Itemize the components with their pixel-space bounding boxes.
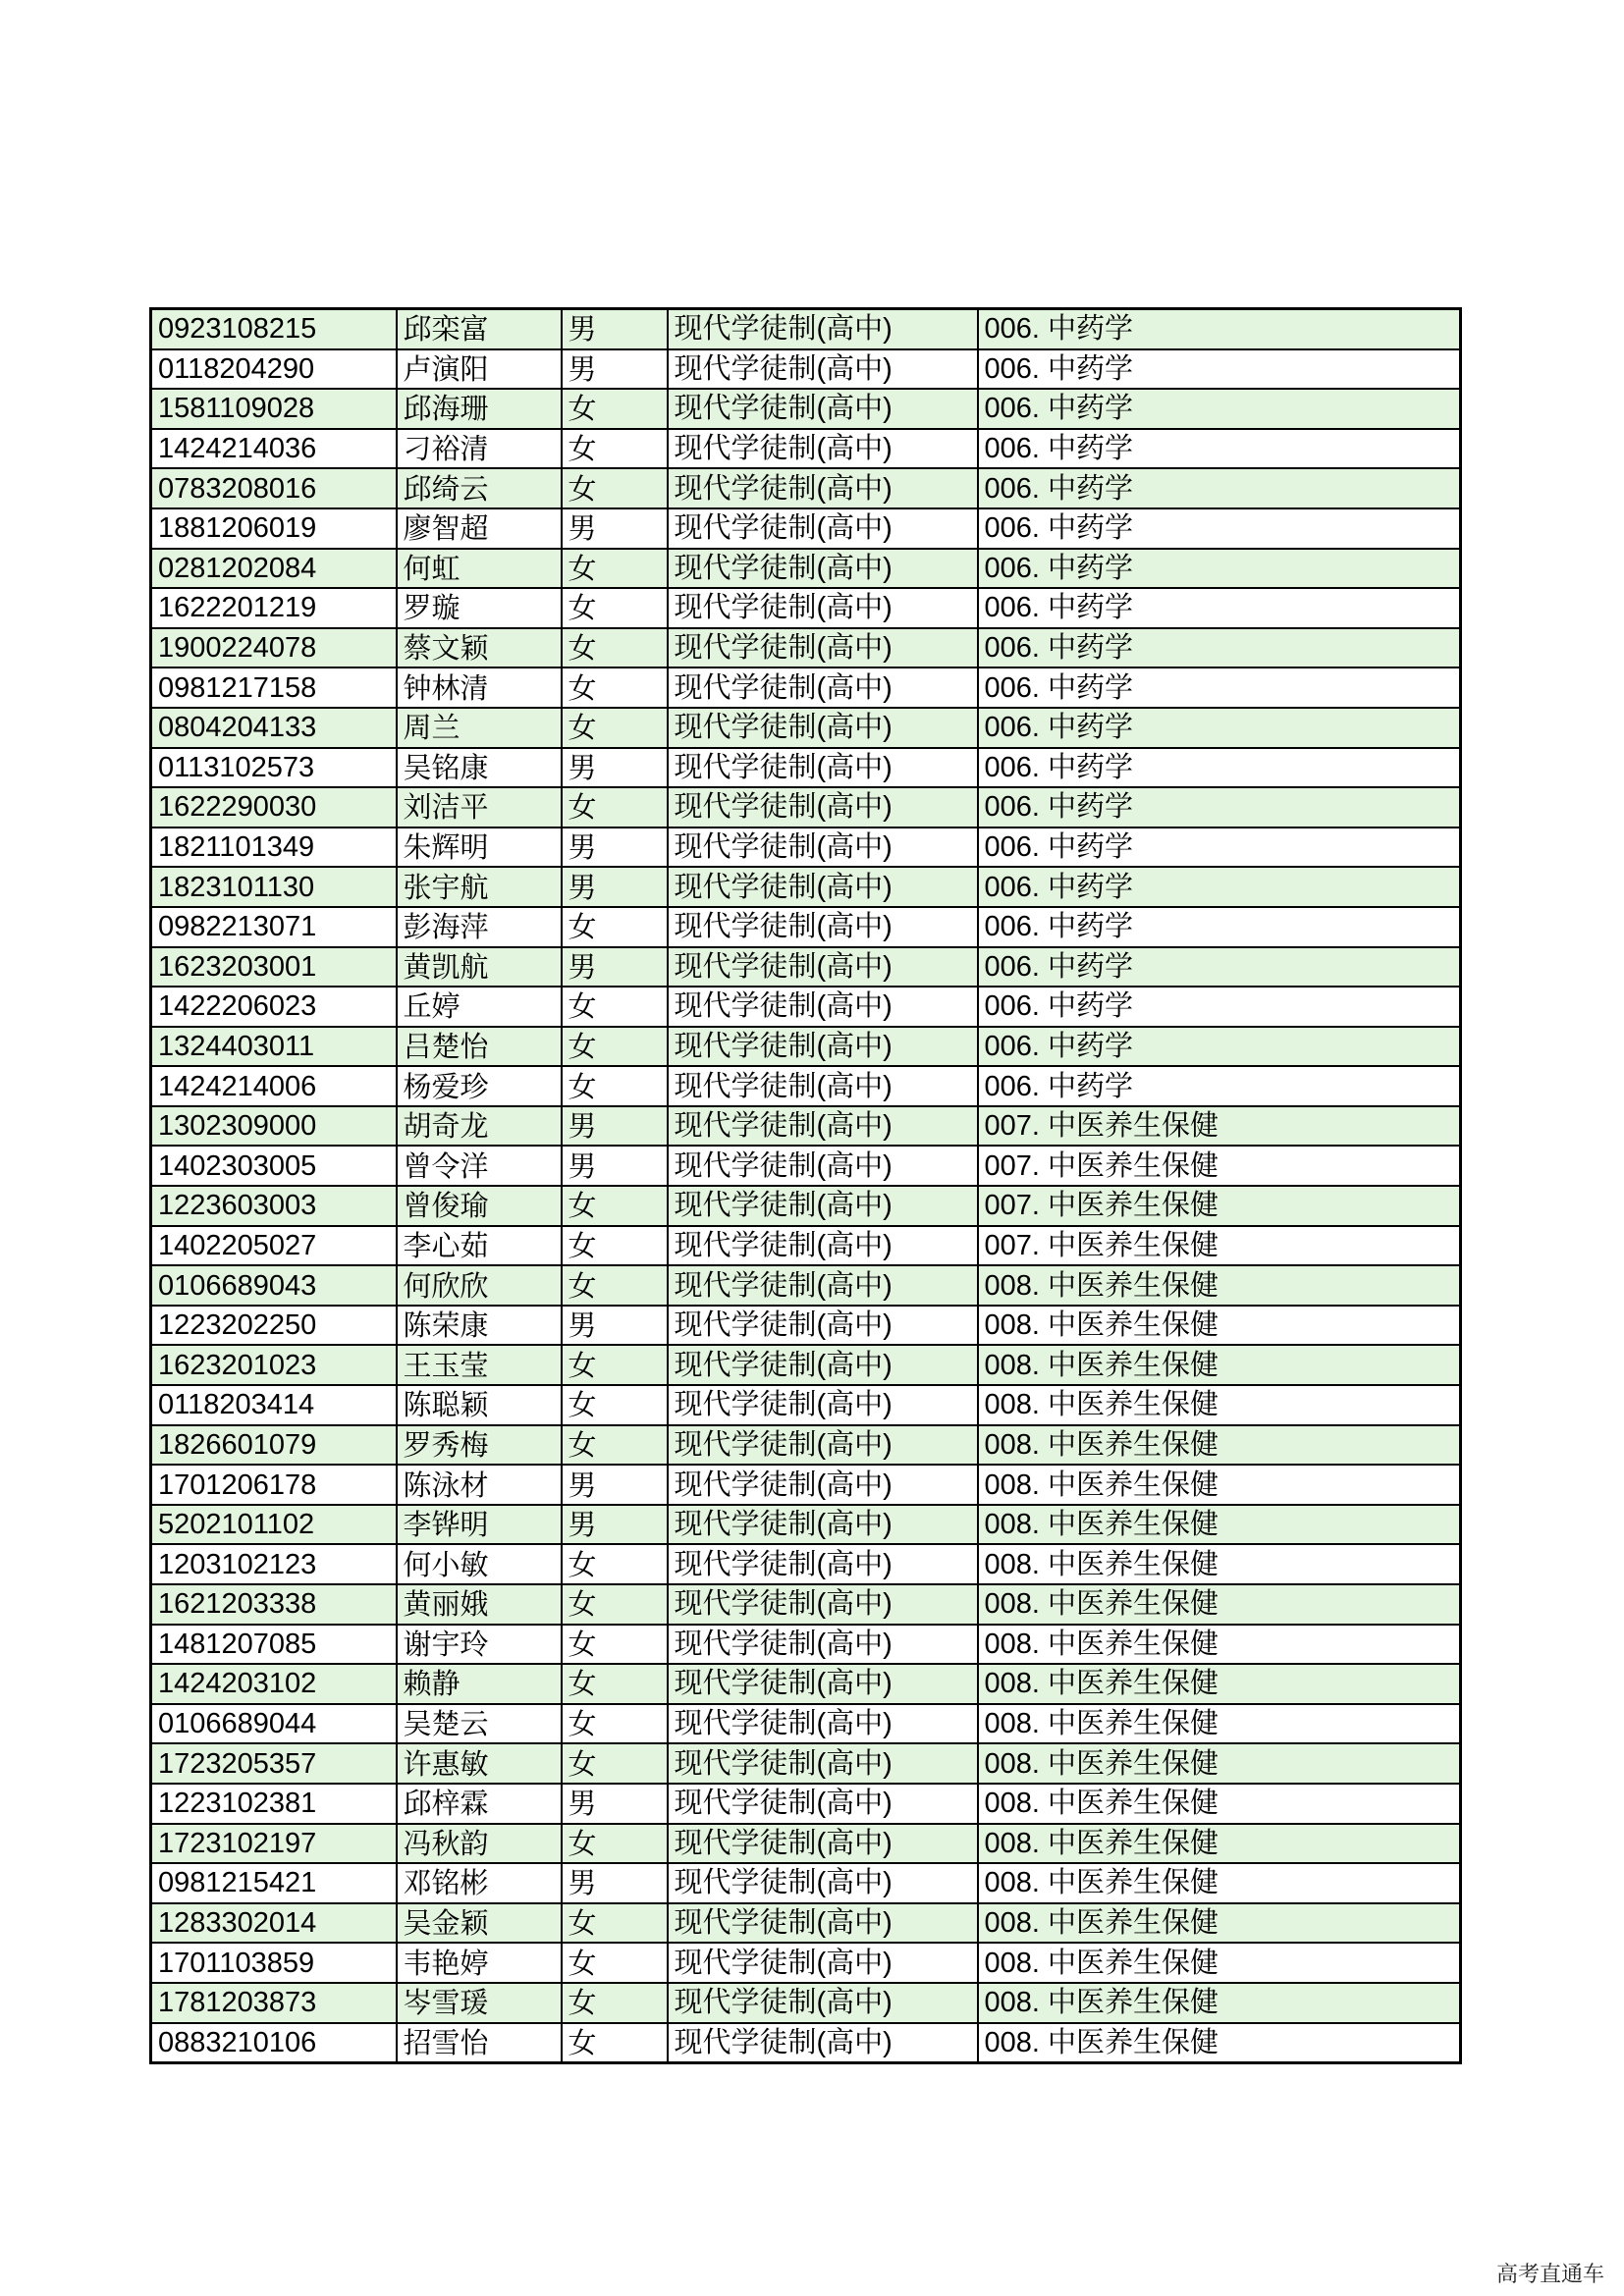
major-cell: 008. 中医养生保健 (978, 1943, 1461, 1983)
program-cell: 现代学徒制(高中) (668, 1186, 978, 1226)
major-cell: 008. 中医养生保健 (978, 1265, 1461, 1306)
student-name-cell: 吕楚怡 (397, 1027, 562, 1067)
student-name-cell: 钟林清 (397, 667, 562, 708)
student-id-cell: 1823101130 (151, 867, 397, 907)
program-cell: 现代学徒制(高中) (668, 1625, 978, 1665)
student-id-cell: 1826601079 (151, 1425, 397, 1466)
major-cell: 008. 中医养生保健 (978, 2023, 1461, 2063)
student-name-cell: 邱栾富 (397, 309, 562, 349)
gender-cell: 女 (562, 907, 668, 947)
student-name-cell: 陈泳材 (397, 1465, 562, 1505)
student-id-cell: 1621203338 (151, 1584, 397, 1625)
program-cell: 现代学徒制(高中) (668, 1784, 978, 1824)
student-id-cell: 1623203001 (151, 947, 397, 988)
student-id-cell: 1324403011 (151, 1027, 397, 1067)
program-cell: 现代学徒制(高中) (668, 1265, 978, 1306)
student-id-cell: 1402303005 (151, 1146, 397, 1186)
table-row (151, 429, 1461, 469)
table-row (151, 1465, 1461, 1505)
major-cell: 008. 中医养生保健 (978, 1544, 1461, 1584)
student-id-cell: 1283302014 (151, 1903, 397, 1944)
table-row (151, 947, 1461, 988)
gender-cell: 女 (562, 667, 668, 708)
major-cell: 007. 中医养生保健 (978, 1106, 1461, 1147)
student-id-cell: 1203102123 (151, 1544, 397, 1584)
student-name-cell: 招雪怡 (397, 2023, 562, 2063)
program-cell: 现代学徒制(高中) (668, 1743, 978, 1784)
major-cell: 008. 中医养生保健 (978, 1306, 1461, 1346)
program-cell: 现代学徒制(高中) (668, 748, 978, 788)
table-row (151, 349, 1461, 390)
table-row (151, 1743, 1461, 1784)
table-row (151, 588, 1461, 628)
program-cell: 现代学徒制(高中) (668, 1983, 978, 2023)
student-id-cell: 1701206178 (151, 1465, 397, 1505)
table-row (151, 628, 1461, 668)
program-cell: 现代学徒制(高中) (668, 628, 978, 668)
student-name-cell: 蔡文颖 (397, 628, 562, 668)
gender-cell: 男 (562, 947, 668, 988)
major-cell: 008. 中医养生保健 (978, 1704, 1461, 1744)
major-cell: 006. 中药学 (978, 907, 1461, 947)
program-cell: 现代学徒制(高中) (668, 987, 978, 1027)
gender-cell: 男 (562, 1106, 668, 1147)
student-name-cell: 周兰 (397, 708, 562, 748)
major-cell: 008. 中医养生保健 (978, 1664, 1461, 1704)
student-id-cell: 1622290030 (151, 787, 397, 828)
table-row (151, 787, 1461, 828)
gender-cell: 女 (562, 1943, 668, 1983)
student-name-cell: 韦艳婷 (397, 1943, 562, 1983)
student-id-cell: 5202101102 (151, 1505, 397, 1545)
student-id-cell: 0783208016 (151, 468, 397, 508)
table-row (151, 1625, 1461, 1665)
table-row (151, 1265, 1461, 1306)
program-cell: 现代学徒制(高中) (668, 1106, 978, 1147)
program-cell: 现代学徒制(高中) (668, 1146, 978, 1186)
student-id-cell: 0981217158 (151, 667, 397, 708)
major-cell: 006. 中药学 (978, 867, 1461, 907)
gender-cell: 男 (562, 1863, 668, 1903)
program-cell: 现代学徒制(高中) (668, 1425, 978, 1466)
student-id-cell: 1424203102 (151, 1664, 397, 1704)
student-name-cell: 刘洁平 (397, 787, 562, 828)
gender-cell: 女 (562, 1226, 668, 1266)
student-name-cell: 刁裕清 (397, 429, 562, 469)
gender-cell: 女 (562, 588, 668, 628)
table-row (151, 1863, 1461, 1903)
student-name-cell: 吴楚云 (397, 1704, 562, 1744)
student-name-cell: 罗璇 (397, 588, 562, 628)
student-name-cell: 黄丽娥 (397, 1584, 562, 1625)
gender-cell: 女 (562, 389, 668, 429)
student-id-cell: 1581109028 (151, 389, 397, 429)
major-cell: 006. 中药学 (978, 748, 1461, 788)
student-id-cell: 1900224078 (151, 628, 397, 668)
roster-body (151, 309, 1461, 2063)
gender-cell: 女 (562, 1704, 668, 1744)
gender-cell: 男 (562, 309, 668, 349)
major-cell: 008. 中医养生保健 (978, 1625, 1461, 1665)
program-cell: 现代学徒制(高中) (668, 468, 978, 508)
student-name-cell: 胡奇龙 (397, 1106, 562, 1147)
program-cell: 现代学徒制(高中) (668, 828, 978, 868)
student-id-cell: 1881206019 (151, 508, 397, 549)
table-row (151, 1943, 1461, 1983)
student-id-cell: 1821101349 (151, 828, 397, 868)
table-row (151, 1385, 1461, 1425)
program-cell: 现代学徒制(高中) (668, 1226, 978, 1266)
student-id-cell: 1422206023 (151, 987, 397, 1027)
program-cell: 现代学徒制(高中) (668, 1704, 978, 1744)
table-row (151, 1186, 1461, 1226)
student-id-cell: 0281202084 (151, 549, 397, 589)
student-id-cell: 1424214006 (151, 1066, 397, 1106)
major-cell: 008. 中医养生保健 (978, 1465, 1461, 1505)
major-cell: 006. 中药学 (978, 667, 1461, 708)
table-row (151, 748, 1461, 788)
program-cell: 现代学徒制(高中) (668, 1385, 978, 1425)
gender-cell: 女 (562, 1385, 668, 1425)
major-cell: 008. 中医养生保健 (978, 1584, 1461, 1625)
table-row (151, 1146, 1461, 1186)
student-id-cell: 1723102197 (151, 1824, 397, 1864)
major-cell: 006. 中药学 (978, 508, 1461, 549)
program-cell: 现代学徒制(高中) (668, 1824, 978, 1864)
gender-cell: 女 (562, 628, 668, 668)
program-cell: 现代学徒制(高中) (668, 1584, 978, 1625)
program-cell: 现代学徒制(高中) (668, 1664, 978, 1704)
table-row (151, 828, 1461, 868)
program-cell: 现代学徒制(高中) (668, 1066, 978, 1106)
program-cell: 现代学徒制(高中) (668, 429, 978, 469)
program-cell: 现代学徒制(高中) (668, 787, 978, 828)
major-cell: 006. 中药学 (978, 309, 1461, 349)
table-row (151, 1027, 1461, 1067)
gender-cell: 男 (562, 867, 668, 907)
gender-cell: 女 (562, 1983, 668, 2023)
student-name-cell: 丘婷 (397, 987, 562, 1027)
student-id-cell: 1302309000 (151, 1106, 397, 1147)
program-cell: 现代学徒制(高中) (668, 1306, 978, 1346)
major-cell: 007. 中医养生保健 (978, 1186, 1461, 1226)
student-name-cell: 罗秀梅 (397, 1425, 562, 1466)
student-id-cell: 0113102573 (151, 748, 397, 788)
gender-cell: 女 (562, 1903, 668, 1944)
gender-cell: 女 (562, 1544, 668, 1584)
gender-cell: 男 (562, 748, 668, 788)
table-row (151, 1106, 1461, 1147)
major-cell: 006. 中药学 (978, 947, 1461, 988)
major-cell: 008. 中医养生保健 (978, 1983, 1461, 2023)
gender-cell: 男 (562, 349, 668, 390)
gender-cell: 女 (562, 468, 668, 508)
student-id-cell: 1223202250 (151, 1306, 397, 1346)
program-cell: 现代学徒制(高中) (668, 2023, 978, 2063)
gender-cell: 男 (562, 1465, 668, 1505)
table-row (151, 708, 1461, 748)
student-id-cell: 1701103859 (151, 1943, 397, 1983)
student-name-cell: 何小敏 (397, 1544, 562, 1584)
table-row (151, 1704, 1461, 1744)
table-row (151, 667, 1461, 708)
student-name-cell: 邱海珊 (397, 389, 562, 429)
major-cell: 006. 中药学 (978, 708, 1461, 748)
gender-cell: 女 (562, 1824, 668, 1864)
table-row (151, 1664, 1461, 1704)
student-name-cell: 陈聪颖 (397, 1385, 562, 1425)
major-cell: 006. 中药学 (978, 1027, 1461, 1067)
student-id-cell: 1481207085 (151, 1625, 397, 1665)
student-id-cell: 0118204290 (151, 349, 397, 390)
gender-cell: 女 (562, 1584, 668, 1625)
student-name-cell: 曾俊瑜 (397, 1186, 562, 1226)
student-id-cell: 1623201023 (151, 1345, 397, 1385)
major-cell: 007. 中医养生保健 (978, 1146, 1461, 1186)
student-name-cell: 李铧明 (397, 1505, 562, 1545)
gender-cell: 男 (562, 1505, 668, 1545)
student-id-cell: 1223102381 (151, 1784, 397, 1824)
major-cell: 006. 中药学 (978, 468, 1461, 508)
major-cell: 008. 中医养生保健 (978, 1784, 1461, 1824)
table-row (151, 508, 1461, 549)
student-roster-table (149, 307, 1462, 2064)
program-cell: 现代学徒制(高中) (668, 549, 978, 589)
program-cell: 现代学徒制(高中) (668, 947, 978, 988)
table-row (151, 987, 1461, 1027)
table-row (151, 867, 1461, 907)
student-name-cell: 陈荣康 (397, 1306, 562, 1346)
program-cell: 现代学徒制(高中) (668, 1943, 978, 1983)
gender-cell: 女 (562, 2023, 668, 2063)
gender-cell: 女 (562, 708, 668, 748)
footer-watermark: 高考直通车 (1495, 2263, 1604, 2287)
student-id-cell: 0804204133 (151, 708, 397, 748)
table-row (151, 1824, 1461, 1864)
student-name-cell: 赖静 (397, 1664, 562, 1704)
program-cell: 现代学徒制(高中) (668, 349, 978, 390)
gender-cell: 女 (562, 1743, 668, 1784)
student-name-cell: 黄凯航 (397, 947, 562, 988)
major-cell: 008. 中医养生保健 (978, 1824, 1461, 1864)
gender-cell: 女 (562, 1265, 668, 1306)
major-cell: 006. 中药学 (978, 349, 1461, 390)
major-cell: 008. 中医养生保健 (978, 1903, 1461, 1944)
student-name-cell: 邱绮云 (397, 468, 562, 508)
student-name-cell: 邱梓霖 (397, 1784, 562, 1824)
gender-cell: 女 (562, 1345, 668, 1385)
major-cell: 006. 中药学 (978, 628, 1461, 668)
table-row (151, 2023, 1461, 2063)
program-cell: 现代学徒制(高中) (668, 389, 978, 429)
gender-cell: 男 (562, 828, 668, 868)
table-row (151, 309, 1461, 349)
major-cell: 006. 中药学 (978, 987, 1461, 1027)
major-cell: 007. 中医养生保健 (978, 1226, 1461, 1266)
student-id-cell: 1402205027 (151, 1226, 397, 1266)
major-cell: 006. 中药学 (978, 828, 1461, 868)
gender-cell: 女 (562, 549, 668, 589)
program-cell: 现代学徒制(高中) (668, 1863, 978, 1903)
major-cell: 008. 中医养生保健 (978, 1345, 1461, 1385)
student-id-cell: 0106689044 (151, 1704, 397, 1744)
student-id-cell: 0923108215 (151, 309, 397, 349)
student-id-cell: 1781203873 (151, 1983, 397, 2023)
program-cell: 现代学徒制(高中) (668, 588, 978, 628)
table-row (151, 389, 1461, 429)
student-name-cell: 彭海萍 (397, 907, 562, 947)
program-cell: 现代学徒制(高中) (668, 1345, 978, 1385)
major-cell: 008. 中医养生保健 (978, 1505, 1461, 1545)
student-name-cell: 杨爱珍 (397, 1066, 562, 1106)
major-cell: 006. 中药学 (978, 549, 1461, 589)
major-cell: 008. 中医养生保健 (978, 1425, 1461, 1466)
table-row (151, 1226, 1461, 1266)
major-cell: 006. 中药学 (978, 429, 1461, 469)
gender-cell: 女 (562, 787, 668, 828)
major-cell: 006. 中药学 (978, 1066, 1461, 1106)
gender-cell: 女 (562, 1066, 668, 1106)
major-cell: 008. 中医养生保健 (978, 1385, 1461, 1425)
gender-cell: 男 (562, 1146, 668, 1186)
table-row (151, 1306, 1461, 1346)
program-cell: 现代学徒制(高中) (668, 1505, 978, 1545)
gender-cell: 男 (562, 1306, 668, 1346)
table-row (151, 1544, 1461, 1584)
student-id-cell: 0118203414 (151, 1385, 397, 1425)
student-id-cell: 0981215421 (151, 1863, 397, 1903)
student-id-cell: 0982213071 (151, 907, 397, 947)
student-id-cell: 1723205357 (151, 1743, 397, 1784)
program-cell: 现代学徒制(高中) (668, 867, 978, 907)
program-cell: 现代学徒制(高中) (668, 1027, 978, 1067)
gender-cell: 男 (562, 1784, 668, 1824)
student-name-cell: 谢宇玲 (397, 1625, 562, 1665)
program-cell: 现代学徒制(高中) (668, 508, 978, 549)
gender-cell: 女 (562, 1027, 668, 1067)
student-name-cell: 吴铭康 (397, 748, 562, 788)
gender-cell: 女 (562, 1186, 668, 1226)
gender-cell: 女 (562, 1425, 668, 1466)
table-row (151, 1903, 1461, 1944)
student-name-cell: 李心茹 (397, 1226, 562, 1266)
student-id-cell: 1622201219 (151, 588, 397, 628)
student-name-cell: 卢演阳 (397, 349, 562, 390)
student-name-cell: 张宇航 (397, 867, 562, 907)
table-row (151, 549, 1461, 589)
table-row (151, 1983, 1461, 2023)
table-row (151, 1066, 1461, 1106)
program-cell: 现代学徒制(高中) (668, 1544, 978, 1584)
table-row (151, 907, 1461, 947)
major-cell: 006. 中药学 (978, 389, 1461, 429)
major-cell: 008. 中医养生保健 (978, 1863, 1461, 1903)
table-row (151, 1425, 1461, 1466)
student-name-cell: 吴金颖 (397, 1903, 562, 1944)
student-name-cell: 岑雪瑗 (397, 1983, 562, 2023)
program-cell: 现代学徒制(高中) (668, 708, 978, 748)
student-name-cell: 何欣欣 (397, 1265, 562, 1306)
program-cell: 现代学徒制(高中) (668, 1465, 978, 1505)
gender-cell: 女 (562, 1664, 668, 1704)
student-name-cell: 廖智超 (397, 508, 562, 549)
program-cell: 现代学徒制(高中) (668, 667, 978, 708)
student-name-cell: 朱辉明 (397, 828, 562, 868)
major-cell: 008. 中医养生保健 (978, 1743, 1461, 1784)
table-row (151, 1345, 1461, 1385)
program-cell: 现代学徒制(高中) (668, 309, 978, 349)
student-name-cell: 曾令洋 (397, 1146, 562, 1186)
student-name-cell: 冯秋韵 (397, 1824, 562, 1864)
gender-cell: 女 (562, 429, 668, 469)
program-cell: 现代学徒制(高中) (668, 907, 978, 947)
gender-cell: 女 (562, 987, 668, 1027)
major-cell: 006. 中药学 (978, 787, 1461, 828)
gender-cell: 男 (562, 508, 668, 549)
table-row (151, 468, 1461, 508)
student-id-cell: 0106689043 (151, 1265, 397, 1306)
student-id-cell: 0883210106 (151, 2023, 397, 2063)
student-id-cell: 1223603003 (151, 1186, 397, 1226)
student-id-cell: 1424214036 (151, 429, 397, 469)
student-name-cell: 邓铭彬 (397, 1863, 562, 1903)
major-cell: 006. 中药学 (978, 588, 1461, 628)
table-row (151, 1784, 1461, 1824)
gender-cell: 女 (562, 1625, 668, 1665)
student-name-cell: 王玉莹 (397, 1345, 562, 1385)
table-row (151, 1584, 1461, 1625)
student-name-cell: 何虹 (397, 549, 562, 589)
student-name-cell: 许惠敏 (397, 1743, 562, 1784)
table-row (151, 1505, 1461, 1545)
program-cell: 现代学徒制(高中) (668, 1903, 978, 1944)
